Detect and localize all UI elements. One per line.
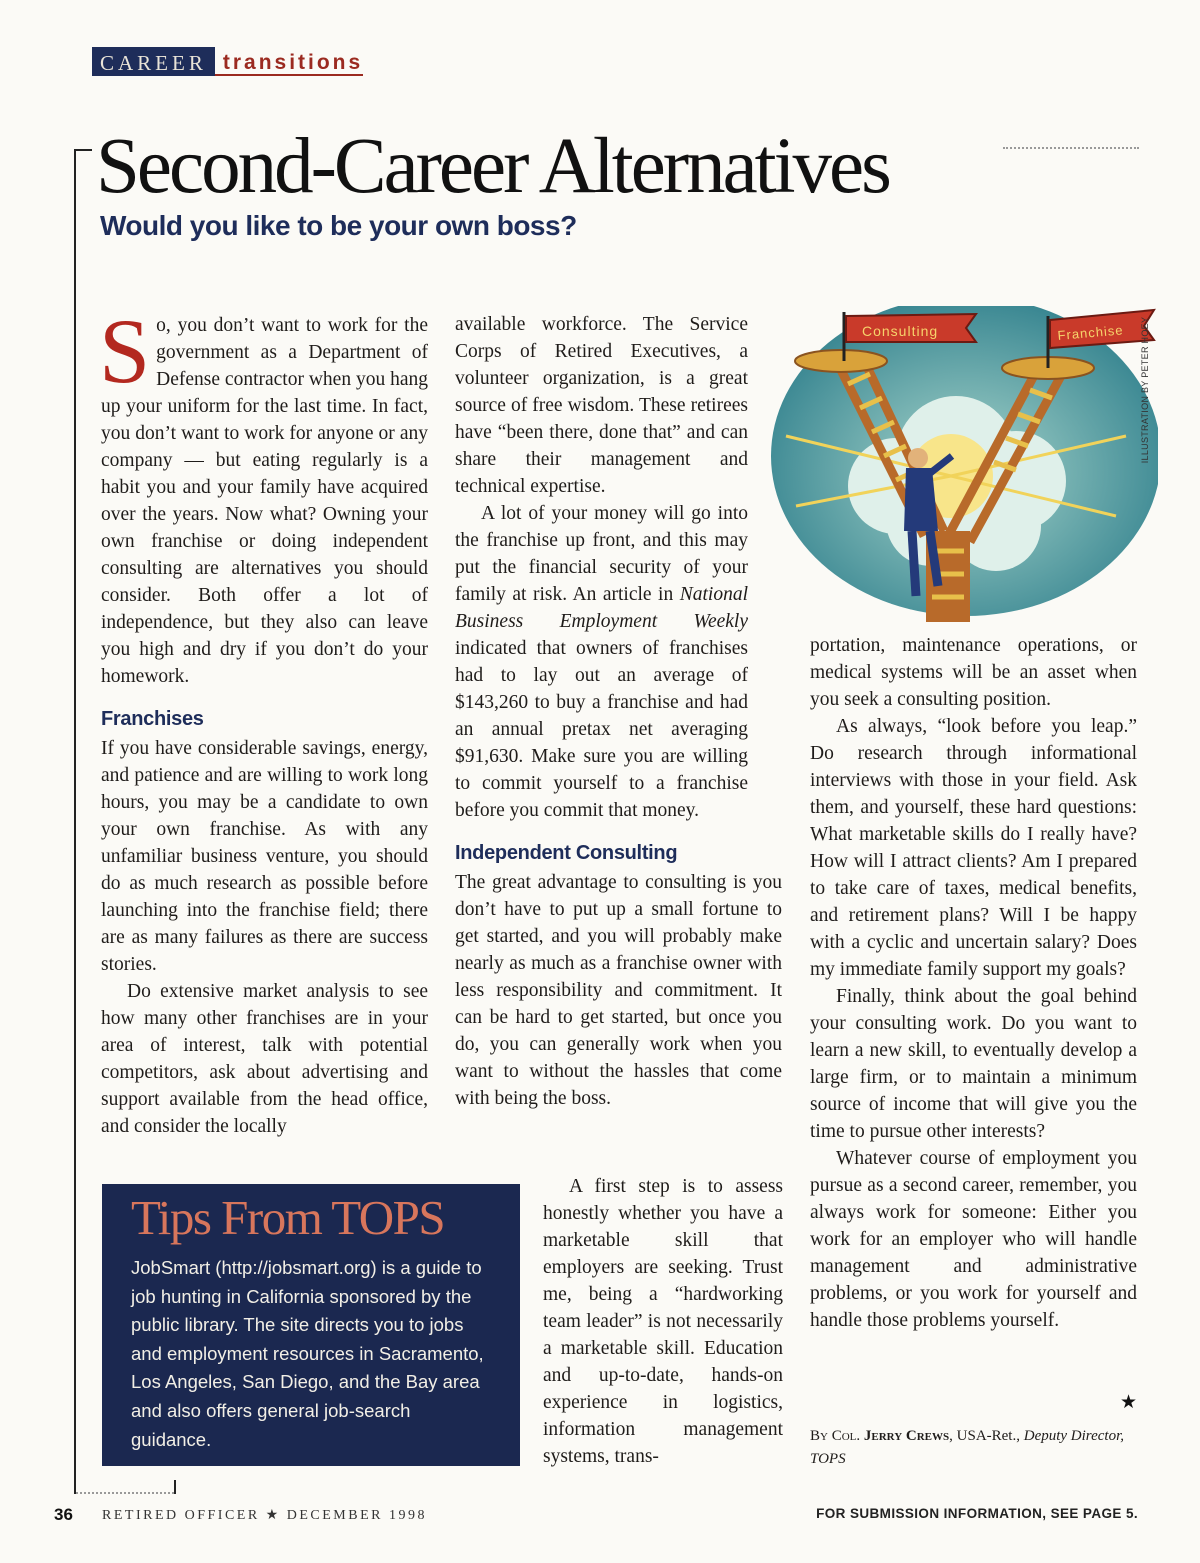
column-3 — [810, 632, 1137, 1334]
column-2 — [455, 311, 782, 1112]
section-tag — [92, 47, 363, 76]
column-1 — [99, 300, 428, 1140]
end-mark-star: ★ — [1120, 1392, 1138, 1413]
paragraph: A first step is to assess honestly whether you have a marketable skill that employers are seeking. Trust me, being a “hardworking team leader” is not necessarily a marketable skill. Education and up-to-date, hands-on experience in logistics, information management systems, trans- — [543, 1176, 783, 1467]
flag-consulting-label: Consulting — [862, 323, 939, 339]
section-transitions: transitions — [215, 47, 363, 76]
paragraph: If you have considerable savings, energy, and patience and are willing to work long hours, you may be a candidate to own your own franchise. As with any unfamiliar business venture, you should do as much research as possible before launching into the franchise field; there are as many failures as there are success stories. — [101, 738, 428, 975]
magazine-issue: RETIRED OFFICER ★ DECEMBER 1998 — [102, 1508, 427, 1523]
headline: Second-Career Alternatives — [96, 123, 889, 210]
submission-note: FOR SUBMISSION INFORMATION, SEE PAGE 5. — [816, 1506, 1138, 1521]
ladder-illustration — [766, 306, 1158, 622]
column-2-lower — [543, 1173, 783, 1470]
heading-independent-consulting: Independent Consulting — [455, 842, 678, 864]
illustration-credit: ILLUSTRATION BY PETER HOEY — [1140, 316, 1150, 464]
author-name: Jerry Crews — [863, 1428, 950, 1444]
intro-paragraph: So, you don’t want to work for the government as a Department of Defense contractor when you hang up your uniform for the last time. In fact, you don’t want to work for anyone or any company — but eating regularly is a habit you and your family have acquired over the years. Now what? Owning your own franchise or doing independent consulting are alternatives you should consider. Both offer a lot of independence, but they also can leave you high and dry if you don’t do your homework. — [99, 300, 428, 687]
flag-franchise-label: Franchise — [1056, 322, 1125, 343]
section-career: CAREER — [92, 47, 215, 76]
byline: By Col. Jerry Crews, USA-Ret., Deputy Director, TOPS — [810, 1428, 1124, 1467]
deck: Would you like to be your own boss? — [100, 210, 577, 241]
frame-rule-left — [74, 149, 76, 1494]
paragraph: As always, “look before you leap.” Do research through informational interviews with those in your field. Ask them, and yourself, these hard questions: What marketable skills do I really have? How will I attract clients? Am I prepared to take care of taxes, medical benefits, and retirement plans? Will I be happy with a cyclic and uncertain salary? Does my immediate family support my goals? — [810, 716, 1137, 980]
dotted-rule-bottom — [76, 1492, 174, 1494]
paragraph: A lot of your money will go into the franchise up front, and this may put the financial security of your family at risk. An article in National Business Employment Weekly indicated that owners of franchises had to lay out an average of $143,260 to buy a franchise and had an annual pretax net averaging $91,630. Make sure you are willing to commit yourself to a franchise before you commit that money. — [455, 503, 748, 821]
column-2-narrow — [455, 311, 748, 824]
tips-sidebar — [102, 1184, 520, 1466]
frame-rule-top — [74, 149, 92, 151]
dotted-rule-right — [1003, 147, 1139, 149]
page-number: 36 — [54, 1505, 73, 1524]
paragraph: available workforce. The Service Corps of Retired Executives, a volunteer organization, is a great source of free wisdom. These retirees have “been there, done that” and can share their management and technical expertise. — [455, 314, 748, 497]
author-title: Deputy Director, TOPS — [810, 1428, 1124, 1467]
publication-title: National Business Employment Weekly — [455, 584, 748, 632]
paragraph: The great advantage to consulting is you don’t have to put up a small fortune to get started, and you will probably make nearly as much as a franchise owner with less responsibility and commitment. It can be hard to get started, but once you do, you can generally work when you want to without the hassles that come with being the boss. — [455, 872, 782, 1109]
drop-cap: S — [99, 300, 151, 402]
platform-left — [795, 350, 887, 372]
sidebar-body: JobSmart (http://jobsmart.org) is a guide to job hunting in California sponsored by the public library. The site directs you to jobs and employment resources in Sacramento, Los Angeles, San Diego, and the Bay area and also offers general job-search guidance. — [131, 1257, 484, 1450]
paragraph: portation, maintenance operations, or medical systems will be an asset when you seek a consulting position. — [810, 635, 1137, 710]
heading-franchises: Franchises — [101, 708, 204, 730]
sidebar-title: Tips From TOPS — [131, 1190, 445, 1245]
paragraph: Whatever course of employment you pursue as a second career, remember, you always work for someone: Either you work for an employer who will handle management and administrative problems, or you work for yourself and handle those problems yourself. — [810, 1148, 1137, 1331]
frame-rule-tick — [174, 1480, 176, 1494]
paragraph: Do extensive market analysis to see how many other franchises are in your area of interest, talk with potential competitors, ask about advertising and support available from the head office, and consider the locally — [101, 981, 428, 1137]
paragraph: Finally, think about the goal behind your consulting work. Do you want to learn a new skill, to eventually develop a large firm, or to maintain a minimum source of income that will give you the time to pursue other interests? — [810, 986, 1137, 1142]
